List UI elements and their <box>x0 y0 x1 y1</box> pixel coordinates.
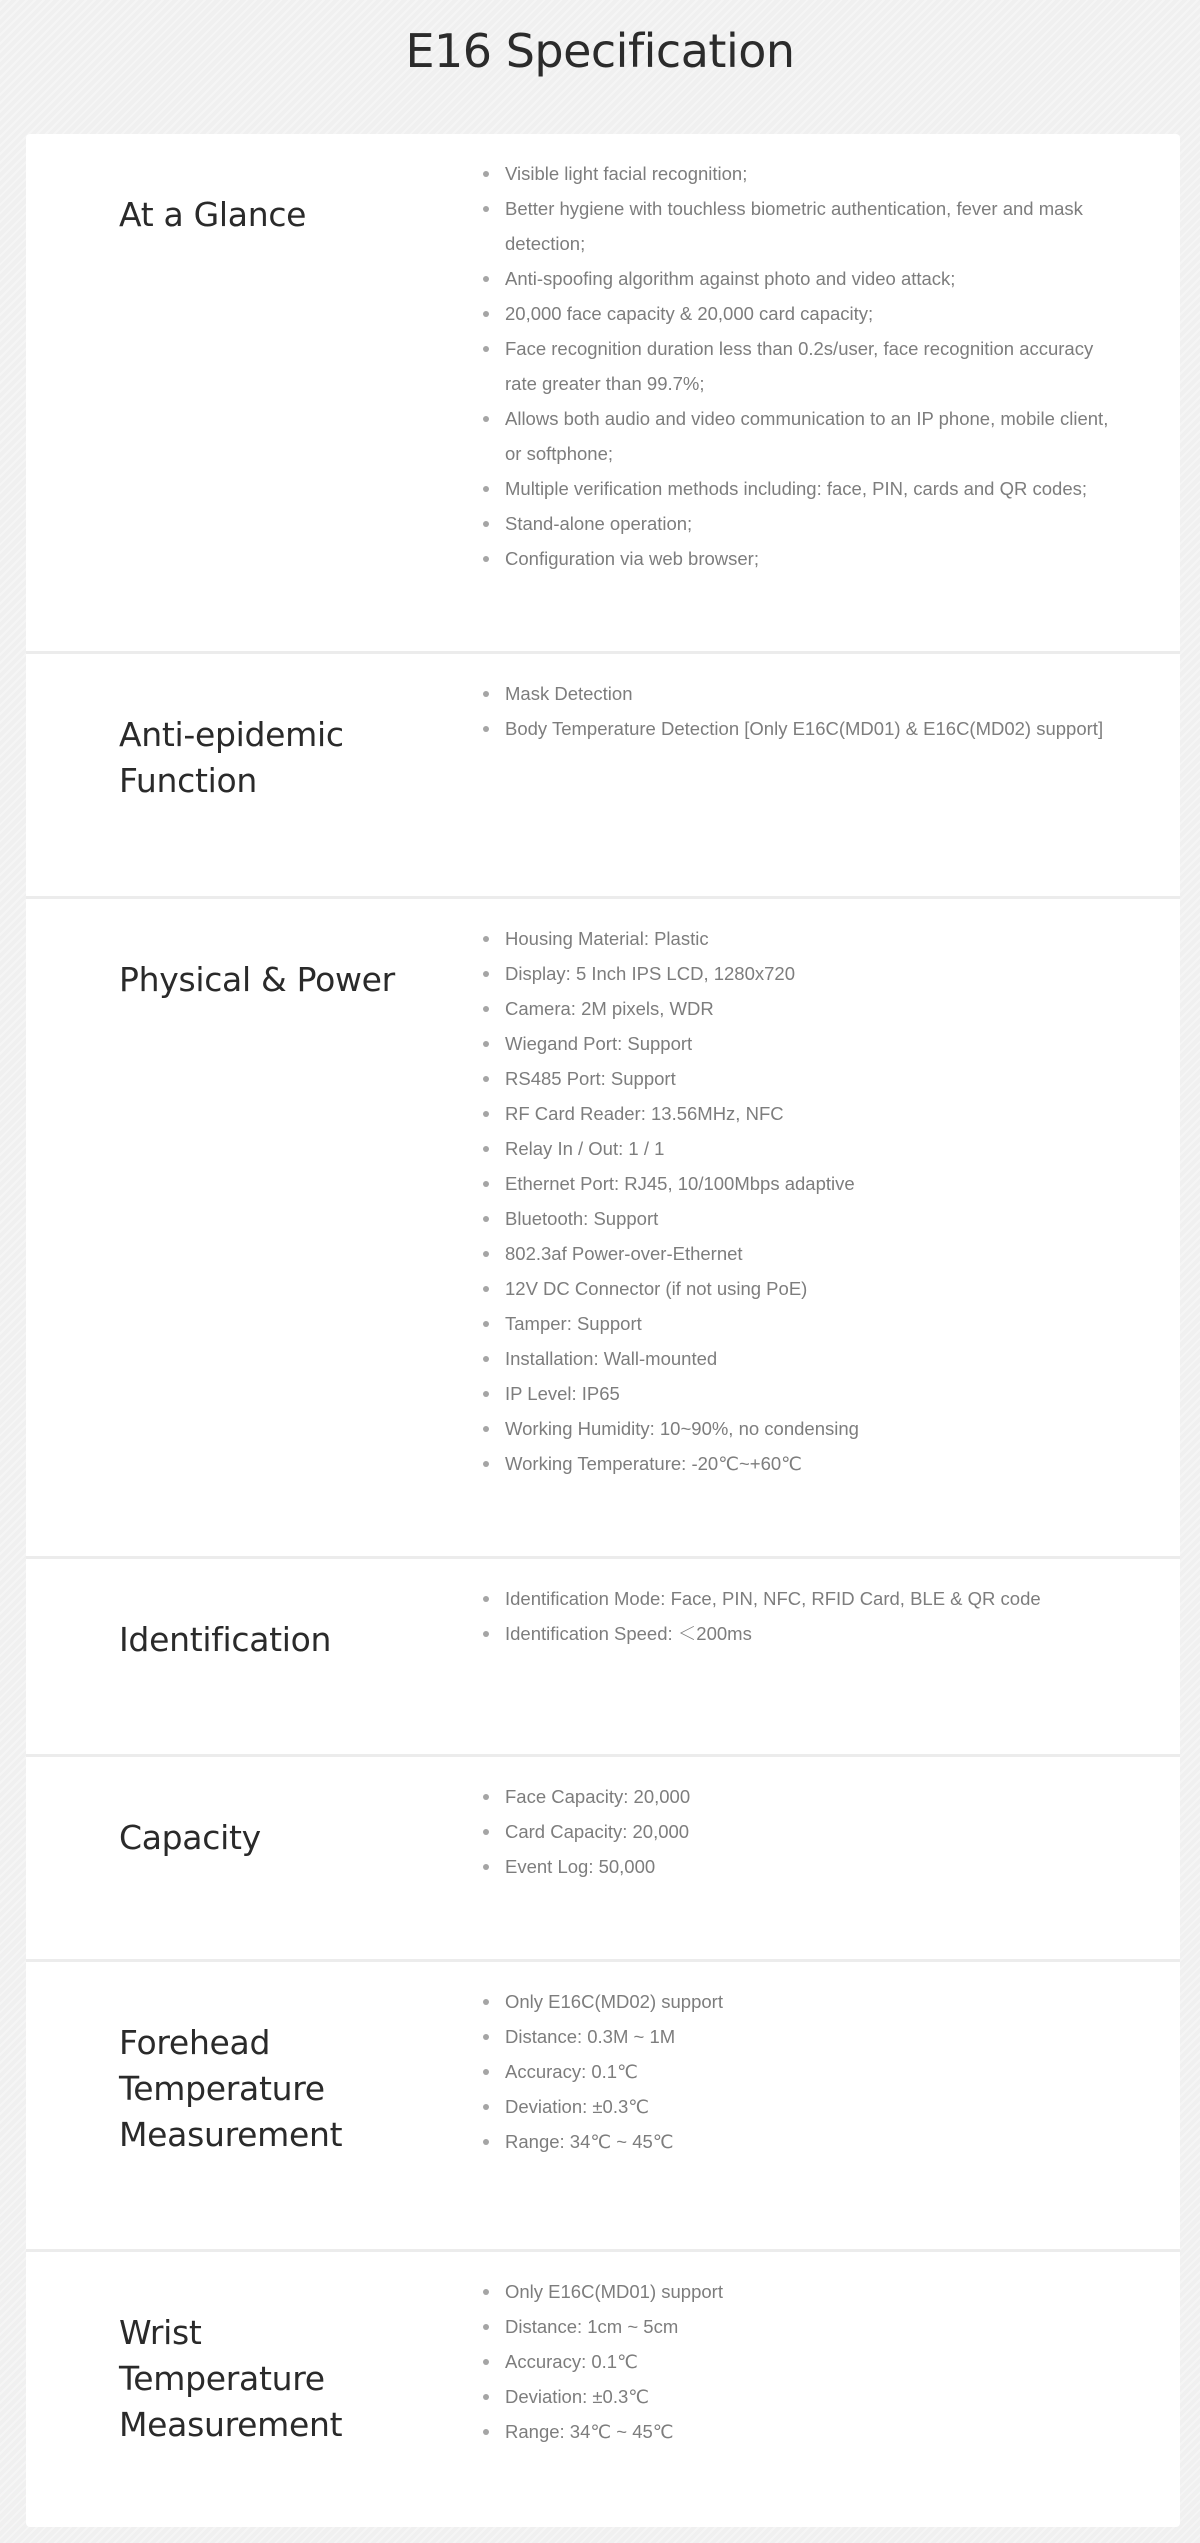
spec-item: Range: 34℃ ~ 45℃ <box>479 2124 1119 2159</box>
spec-item: RS485 Port: Support <box>479 1061 1119 1096</box>
spec-list <box>479 921 1119 1481</box>
spec-item: Housing Material: Plastic <box>479 921 1119 956</box>
spec-item: Ethernet Port: RJ45, 10/100Mbps adaptive <box>479 1166 1119 1201</box>
spec-list <box>479 1581 1119 1651</box>
spec-table <box>26 134 1180 2527</box>
spec-list <box>479 156 1119 576</box>
spec-item: Bluetooth: Support <box>479 1201 1119 1236</box>
spec-item: Accuracy: 0.1℃ <box>479 2344 1119 2379</box>
spec-item: Installation: Wall-mounted <box>479 1341 1119 1376</box>
spec-item: Display: 5 Inch IPS LCD, 1280x720 <box>479 956 1119 991</box>
spec-item: Deviation: ±0.3℃ <box>479 2089 1119 2124</box>
spec-item: Allows both audio and video communication to an IP phone, mobile client, or softphone; <box>479 401 1119 471</box>
spec-section-forehead-temperature <box>26 1962 1180 2252</box>
spec-item: Visible light facial recognition; <box>479 156 1119 191</box>
spec-item: Face recognition duration less than 0.2s/user, face recognition accuracy rate greater than 99.7%; <box>479 331 1119 401</box>
spec-item: Stand-alone operation; <box>479 506 1119 541</box>
spec-section-physical-power <box>26 899 1180 1559</box>
spec-item: Identification Speed: ＜200ms <box>479 1616 1119 1651</box>
section-title: Capacity <box>119 1818 261 1857</box>
spec-item: RF Card Reader: 13.56MHz, NFC <box>479 1096 1119 1131</box>
spec-item: IP Level: IP65 <box>479 1376 1119 1411</box>
section-title: Physical & Power <box>119 960 395 999</box>
spec-section-identification <box>26 1559 1180 1757</box>
spec-item: Body Temperature Detection [Only E16C(MD01) & E16C(MD02) support] <box>479 711 1119 746</box>
spec-item: Card Capacity: 20,000 <box>479 1814 1119 1849</box>
spec-item: 802.3af Power-over-Ethernet <box>479 1236 1119 1271</box>
spec-item: Camera: 2M pixels, WDR <box>479 991 1119 1026</box>
spec-list <box>479 676 1119 746</box>
spec-section-anti-epidemic <box>26 654 1180 899</box>
spec-list <box>479 2274 1119 2449</box>
spec-item: Only E16C(MD02) support <box>479 1984 1119 2019</box>
spec-item: Better hygiene with touchless biometric authentication, fever and mask detection; <box>479 191 1119 261</box>
spec-item: Distance: 0.3M ~ 1M <box>479 2019 1119 2054</box>
page-title: E16 Specification <box>405 24 795 78</box>
spec-item: Anti-spoofing algorithm against photo and video attack; <box>479 261 1119 296</box>
spec-item: Only E16C(MD01) support <box>479 2274 1119 2309</box>
spec-item: Relay In / Out: 1 / 1 <box>479 1131 1119 1166</box>
spec-item: Working Humidity: 10~90%, no condensing <box>479 1411 1119 1446</box>
spec-section-at-a-glance <box>26 134 1180 654</box>
section-title: Wrist Temperature Measurement <box>119 2313 343 2444</box>
spec-item: Identification Mode: Face, PIN, NFC, RFID Card, BLE & QR code <box>479 1581 1119 1616</box>
spec-item: Tamper: Support <box>479 1306 1119 1341</box>
spec-item: Event Log: 50,000 <box>479 1849 1119 1884</box>
spec-item: Working Temperature: -20℃~+60℃ <box>479 1446 1119 1481</box>
spec-item: Wiegand Port: Support <box>479 1026 1119 1061</box>
spec-list <box>479 1779 1119 1884</box>
spec-item: Range: 34℃ ~ 45℃ <box>479 2414 1119 2449</box>
spec-list <box>479 1984 1119 2159</box>
spec-item: 12V DC Connector (if not using PoE) <box>479 1271 1119 1306</box>
section-title: Anti-epidemic Function <box>119 715 344 800</box>
section-title: Identification <box>119 1620 332 1659</box>
spec-item: Deviation: ±0.3℃ <box>479 2379 1119 2414</box>
section-title: At a Glance <box>119 195 307 234</box>
spec-item: Accuracy: 0.1℃ <box>479 2054 1119 2089</box>
spec-item: Distance: 1cm ~ 5cm <box>479 2309 1119 2344</box>
spec-item: Configuration via web browser; <box>479 541 1119 576</box>
spec-item: 20,000 face capacity & 20,000 card capacity; <box>479 296 1119 331</box>
spec-item: Face Capacity: 20,000 <box>479 1779 1119 1814</box>
spec-item: Mask Detection <box>479 676 1119 711</box>
spec-section-wrist-temperature <box>26 2252 1180 2527</box>
section-title: Forehead Temperature Measurement <box>119 2023 343 2154</box>
spec-item: Multiple verification methods including: face, PIN, cards and QR codes; <box>479 471 1119 506</box>
spec-section-capacity <box>26 1757 1180 1962</box>
